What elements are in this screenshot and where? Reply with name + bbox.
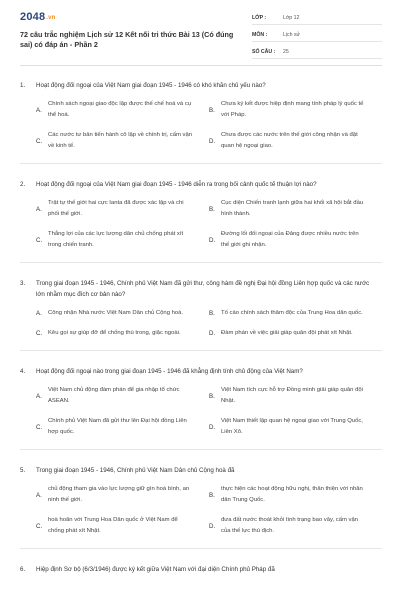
- question-item: [20, 278, 382, 351]
- answer-option[interactable]: [36, 198, 209, 220]
- option-text: Trật tự thế giới hai cực Ianta đã được xác lập và chi phối thế giới.: [48, 200, 184, 217]
- site-logo[interactable]: [20, 11, 56, 23]
- option-letter: B.: [209, 310, 215, 317]
- answer-option[interactable]: [36, 308, 209, 319]
- answer-options: [20, 484, 382, 546]
- answer-option[interactable]: [36, 515, 209, 537]
- option-text: Tố cáo chính sách thâm độc của Trung Hoa dân quốc.: [221, 310, 363, 316]
- answer-option[interactable]: [209, 308, 382, 319]
- option-letter: B.: [209, 491, 215, 499]
- question-divider: [20, 449, 382, 450]
- question-number: 2.: [20, 181, 26, 188]
- option-text: Chính phủ Việt Nam đã gửi thư lên Đại hội đồng Liên hợp quốc.: [48, 418, 187, 435]
- question-text: [20, 80, 382, 91]
- option-text: Chính sách ngoại giao độc lập được thế chế hoá và cụ thể hoá.: [48, 101, 192, 118]
- option-letter: B.: [209, 392, 215, 400]
- answer-option[interactable]: [36, 99, 209, 121]
- answer-option[interactable]: [209, 515, 382, 537]
- option-text: hoà hoãn với Trung Hoa Dân quốc ở Việt Nam để chống phát xít Nhật.: [48, 517, 178, 534]
- question-number: 3.: [20, 280, 26, 287]
- question-body: Trong giai đoạn 1945 - 1946, Chính phủ Việt Nam Dân chủ Cộng hoà đã: [36, 467, 235, 474]
- logo-suffix: .vn: [46, 15, 56, 21]
- question-text: [20, 179, 382, 190]
- option-text: đưa đất nước thoát khỏi tình trạng bao vây, cấm vận của thế lực thù địch.: [221, 517, 359, 534]
- answer-options: [20, 198, 382, 260]
- answer-option[interactable]: [36, 385, 209, 407]
- option-letter: D.: [209, 423, 216, 431]
- answer-option[interactable]: [36, 416, 209, 438]
- option-letter: D.: [209, 236, 216, 244]
- option-text: Đường lối đối ngoại của Đảng được nhiều nước trên thế giới ghi nhận.: [221, 231, 359, 248]
- option-letter: C.: [36, 330, 43, 337]
- option-text: Công nhận Nhà nước Việt Nam Dân chủ Cộng hoà.: [48, 310, 184, 316]
- option-text: Đàm phán về việc giải giáp quân đội phát xít Nhật.: [221, 330, 353, 336]
- option-letter: C.: [36, 522, 43, 530]
- option-text: Việt Nam chủ động đàm phán để gia nhập tổ chức ASEAN.: [48, 387, 180, 404]
- answer-option[interactable]: [36, 484, 209, 506]
- option-text: Việt Nam tích cực hỗ trợ Đồng minh giải giáp quân đội Nhật.: [221, 387, 363, 404]
- answer-options: [20, 385, 382, 447]
- question-number: 5.: [20, 467, 26, 474]
- option-letter: A.: [36, 205, 42, 213]
- option-letter: A.: [36, 392, 42, 400]
- answer-option[interactable]: [209, 130, 382, 152]
- answer-option[interactable]: [209, 198, 382, 220]
- meta-label: MÔN :: [252, 31, 268, 38]
- question-item: [20, 366, 382, 450]
- question-number: 4.: [20, 368, 26, 375]
- option-text: Kêu gọi sự giúp đỡ để chống thù trong, giặc ngoài.: [48, 330, 181, 336]
- question-body: Hoạt động đối ngoại của Việt Nam giai đoạn 1945 - 1946 có khó khăn chủ yếu nào?: [36, 82, 266, 89]
- option-letter: C.: [36, 236, 43, 244]
- option-text: Việt Nam thiết lập quan hệ ngoại giao với Trung Quốc, Liên Xô.: [221, 418, 363, 435]
- answer-option[interactable]: [209, 416, 382, 438]
- option-letter: B.: [209, 106, 215, 114]
- question-divider: [20, 163, 382, 164]
- option-text: Chưa được các nước trên thế giới công nhận và đặt quan hệ ngoại giao.: [221, 132, 358, 149]
- answer-option[interactable]: [209, 328, 382, 339]
- header-divider: [20, 65, 382, 66]
- answer-options: [20, 99, 382, 161]
- meta-row-subject: [252, 28, 382, 42]
- answer-option[interactable]: [209, 229, 382, 251]
- meta-value: Lịch sử: [283, 31, 301, 38]
- answer-option[interactable]: [209, 484, 382, 506]
- question-text: [20, 278, 382, 300]
- answer-option[interactable]: [209, 99, 382, 121]
- option-text: thực hiện các hoạt động hữu nghị, thân thiện với nhân dân Trung Quốc.: [221, 486, 363, 503]
- meta-row-class: [252, 11, 382, 25]
- question-text: [20, 564, 382, 575]
- question-divider: [20, 548, 382, 549]
- meta-row-question-count: [252, 45, 382, 59]
- meta-label: SỐ CÂU :: [252, 48, 276, 55]
- question-number: 6.: [20, 566, 26, 573]
- question-item: [20, 179, 382, 263]
- option-text: chủ động tham gia vào lực lượng giữ gìn hoà bình, an ninh thế giới.: [48, 486, 190, 503]
- meta-label: LỚP :: [252, 14, 267, 21]
- answer-option[interactable]: [36, 328, 209, 339]
- page-header: [0, 0, 400, 58]
- option-letter: D.: [209, 522, 216, 530]
- option-text: Chưa ký kết được hiệp định mang tính pháp lý quốc tế với Pháp.: [221, 101, 364, 118]
- question-divider: [20, 262, 382, 263]
- logo-main: 2048: [20, 11, 46, 23]
- question-number: 1.: [20, 82, 26, 89]
- option-text: Cục diện Chiến tranh lạnh giữa hai khối xã hội bắt đầu hình thành.: [221, 200, 364, 217]
- answer-option[interactable]: [36, 130, 209, 152]
- meta-value: 25: [283, 48, 289, 55]
- answer-option[interactable]: [36, 229, 209, 251]
- option-text: Thắng lợi của các lực lượng dân chủ chống phát xít trong chiến tranh.: [48, 231, 184, 248]
- option-text: Các nước tư bản tiến hành cô lập về chính trị, cấm vận về kinh tế.: [48, 132, 193, 149]
- question-text: [20, 465, 382, 476]
- option-letter: A.: [36, 310, 42, 317]
- option-letter: C.: [36, 423, 43, 431]
- meta-value: Lớp 12: [283, 14, 300, 21]
- question-body: Hoạt động đối ngoại nào trong giai đoạn 1945 - 1946 đã khẳng định tính chủ động của Việt Nam?: [36, 368, 303, 375]
- document-meta: [252, 11, 382, 62]
- option-letter: B.: [209, 205, 215, 213]
- option-letter: A.: [36, 106, 42, 114]
- option-letter: D.: [209, 330, 216, 337]
- question-body: Hoạt động đối ngoại của Việt Nam giai đoạn 1945 - 1946 diễn ra trong bối cảnh quốc tế thuận lợi nào?: [36, 181, 317, 188]
- question-body: Trong giai đoạn 1945 - 1946, Chính phủ Việt Nam đã gửi thư, công hàm đề nghị Đại hội đồng Liên hợp quốc và các nước lớn nhằm mục đích cơ bản nào?: [36, 280, 370, 298]
- question-item: [20, 80, 382, 164]
- option-letter: A.: [36, 491, 42, 499]
- question-list: [20, 80, 382, 590]
- question-item: [20, 564, 382, 575]
- question-divider: [20, 350, 382, 351]
- answer-options: [20, 308, 382, 348]
- document-title: 72 câu trắc nghiệm Lịch sử 12 Kết nối tri thức Bài 13 (Có đúng sai) có đáp án - Phần 2: [20, 30, 234, 49]
- option-letter: C.: [36, 137, 43, 145]
- question-body: Hiệp định Sơ bộ (6/3/1946) được ký kết giữa Việt Nam với đại diện Chính phủ Pháp đã: [36, 566, 275, 573]
- question-text: [20, 366, 382, 377]
- question-item: [20, 465, 382, 549]
- option-letter: D.: [209, 137, 216, 145]
- answer-option[interactable]: [209, 385, 382, 407]
